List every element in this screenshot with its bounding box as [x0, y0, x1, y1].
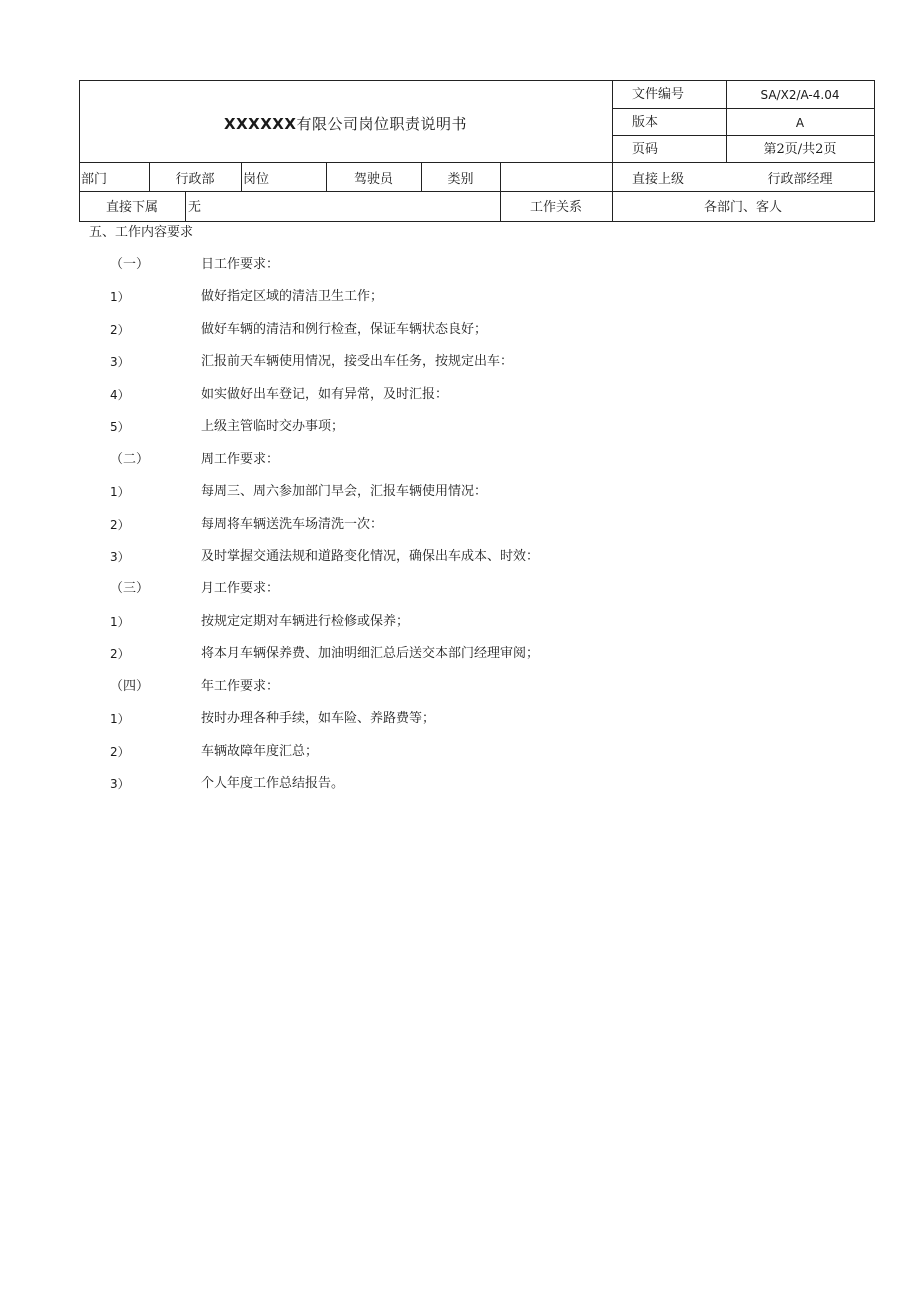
superior-value: 行政部经理: [767, 172, 833, 187]
list-marker: 3）: [110, 777, 130, 791]
list-marker: 1）: [110, 712, 130, 726]
table-border-top: [79, 80, 875, 81]
title-text: 有限公司岗位职责说明书: [296, 115, 467, 133]
list-item: 按规定定期对车辆进行检修或保养；: [201, 614, 410, 629]
list-item: 个人年度工作总结报告。: [201, 776, 345, 791]
page-value: 第2页/共2页: [763, 142, 837, 157]
table-line: [241, 162, 242, 191]
doc-no-label: 文件编号: [632, 87, 685, 102]
table-line: [185, 191, 186, 221]
list-item: 年工作要求：: [201, 679, 280, 694]
list-marker: 1）: [110, 485, 130, 499]
list-marker: （三）: [110, 581, 150, 596]
list-item: 如实做好出车登记，如有异常，及时汇报：: [201, 387, 449, 402]
list-item: 汇报前天车辆使用情况，接受出车任务，按规定出车：: [201, 354, 514, 369]
list-marker: 3）: [110, 355, 130, 369]
list-item: 上级主管临时交办事项；: [201, 419, 345, 434]
version-value: A: [795, 116, 805, 130]
version-label: 版本: [632, 115, 659, 130]
table-line: [612, 135, 875, 136]
post-value: 驾驶员: [353, 172, 393, 187]
dept-label: 部门: [81, 172, 108, 187]
superior-label: 直接上级: [632, 172, 685, 187]
post-label: 岗位: [243, 172, 270, 187]
list-marker: 1）: [110, 615, 130, 629]
list-marker: （二）: [110, 452, 150, 467]
list-item: 按时办理各种手续，如车险、养路费等；: [201, 711, 436, 726]
dept-value: 行政部: [175, 172, 215, 187]
list-item: 月工作要求：: [201, 581, 280, 596]
list-item: 每周三、周六参加部门早会，汇报车辆使用情况：: [201, 484, 488, 499]
list-marker: （四）: [110, 679, 150, 694]
header-table: [79, 80, 875, 222]
table-border-right: [874, 80, 875, 222]
doc-no-value: SA/X2/A-4.04: [760, 88, 840, 102]
list-marker: 3）: [110, 550, 130, 564]
list-marker: 4）: [110, 388, 130, 402]
table-border-bottom: [79, 221, 875, 222]
list-marker: 2）: [110, 647, 130, 661]
list-item: 每周将车辆送洗车场清洗一次：: [201, 517, 384, 532]
list-marker: 1）: [110, 290, 130, 304]
list-marker: 2）: [110, 745, 130, 759]
list-marker: （一）: [110, 257, 150, 272]
table-line: [79, 191, 875, 192]
page-label: 页码: [632, 142, 659, 157]
section-title: 五、工作内容要求: [89, 225, 194, 240]
list-item: 做好车辆的清洁和例行检查，保证车辆状态良好；: [201, 322, 488, 337]
list-marker: 2）: [110, 518, 130, 532]
relation-label: 工作关系: [529, 200, 582, 215]
list-item: 周工作要求：: [201, 452, 280, 467]
subordinate-label: 直接下属: [105, 200, 158, 215]
list-item: 日工作要求：: [201, 257, 280, 272]
company-name: XXXXXX: [224, 115, 297, 133]
relation-value: 各部门、客人: [703, 200, 782, 215]
list-marker: 5）: [110, 420, 130, 434]
list-item: 将本月车辆保养费、加油明细汇总后送交本部门经理审阅；: [201, 646, 540, 661]
list-item: 及时掌握交通法规和道路变化情况，确保出车成本、时效：: [201, 549, 540, 564]
page-title: [79, 113, 612, 134]
list-item: 做好指定区域的清洁卫生工作；: [201, 289, 384, 304]
subordinate-value: 无: [188, 200, 202, 215]
category-label: 类别: [447, 172, 474, 187]
table-line: [612, 108, 875, 109]
table-line: [79, 162, 875, 163]
list-marker: 2）: [110, 323, 130, 337]
list-item: 车辆故障年度汇总；: [201, 744, 319, 759]
